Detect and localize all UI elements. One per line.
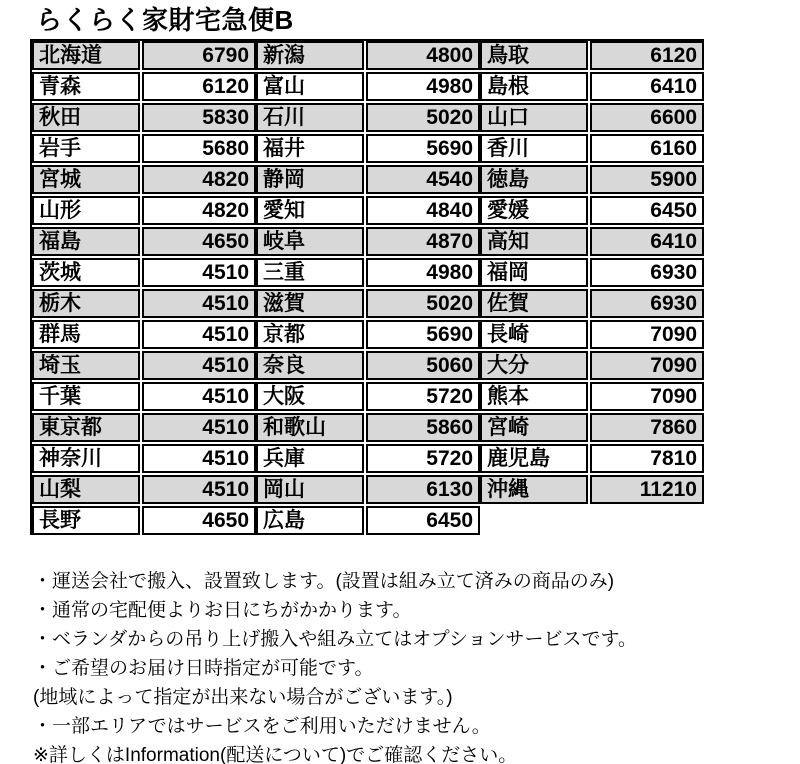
prefecture-cell: 岩手 bbox=[32, 134, 140, 163]
price-cell: 4510 bbox=[142, 320, 256, 349]
price-cell: 6160 bbox=[590, 134, 704, 163]
price-cell: 6130 bbox=[366, 475, 480, 504]
note-line: ・ご希望のお届け日時指定が可能です。 bbox=[33, 657, 374, 679]
price-cell: 4800 bbox=[366, 41, 480, 70]
price-cell: 7810 bbox=[590, 444, 704, 473]
price-cell: 4870 bbox=[366, 227, 480, 256]
price-cell: 6450 bbox=[590, 196, 704, 225]
prefecture-cell: 沖縄 bbox=[480, 475, 588, 504]
price-cell: 6450 bbox=[366, 506, 480, 535]
price-cell: 5720 bbox=[366, 382, 480, 411]
note-line: (地域によって指定が出来ない場合がございます。) bbox=[33, 686, 453, 708]
price-cell: 6930 bbox=[590, 289, 704, 318]
price-cell: 4510 bbox=[142, 475, 256, 504]
prefecture-cell: 徳島 bbox=[480, 165, 588, 194]
prefecture-cell: 福島 bbox=[32, 227, 140, 256]
prefecture-cell: 愛媛 bbox=[480, 196, 588, 225]
prefecture-cell: 和歌山 bbox=[256, 413, 364, 442]
prefecture-cell: 宮城 bbox=[32, 165, 140, 194]
prefecture-cell: 岡山 bbox=[256, 475, 364, 504]
prefecture-cell: 東京都 bbox=[32, 413, 140, 442]
prefecture-cell: 静岡 bbox=[256, 165, 364, 194]
price-cell: 4510 bbox=[142, 444, 256, 473]
note-line: ・一部エリアではサービスをご利用いただけません。 bbox=[33, 715, 491, 737]
shipping-price-table bbox=[30, 39, 704, 535]
prefecture-cell: 埼玉 bbox=[32, 351, 140, 380]
prefecture-cell: 香川 bbox=[480, 134, 588, 163]
prefecture-cell: 滋賀 bbox=[256, 289, 364, 318]
price-cell: 5860 bbox=[366, 413, 480, 442]
prefecture-cell: 広島 bbox=[256, 506, 364, 535]
prefecture-cell: 鳥取 bbox=[480, 41, 588, 70]
prefecture-cell: 大分 bbox=[480, 351, 588, 380]
price-cell: 4650 bbox=[142, 506, 256, 535]
price-cell: 4650 bbox=[142, 227, 256, 256]
price-cell: 4840 bbox=[366, 196, 480, 225]
price-table-group-1 bbox=[32, 41, 256, 535]
prefecture-cell: 福井 bbox=[256, 134, 364, 163]
note-line: ・通常の宅配便よりお日にちがかかります。 bbox=[33, 599, 412, 621]
price-cell: 4540 bbox=[366, 165, 480, 194]
price-cell: 5900 bbox=[590, 165, 704, 194]
prefecture-cell: 福岡 bbox=[480, 258, 588, 287]
price-table-group-2 bbox=[256, 41, 480, 535]
prefecture-cell: 岐阜 bbox=[256, 227, 364, 256]
price-cell: 6410 bbox=[590, 227, 704, 256]
prefecture-cell: 新潟 bbox=[256, 41, 364, 70]
prefecture-cell: 山形 bbox=[32, 196, 140, 225]
prefecture-cell: 北海道 bbox=[32, 41, 140, 70]
price-cell: 5720 bbox=[366, 444, 480, 473]
prefecture-cell: 島根 bbox=[480, 72, 588, 101]
prefecture-cell: 栃木 bbox=[32, 289, 140, 318]
page bbox=[0, 6, 800, 764]
prefecture-cell: 神奈川 bbox=[32, 444, 140, 473]
prefecture-cell: 青森 bbox=[32, 72, 140, 101]
prefecture-cell: 三重 bbox=[256, 258, 364, 287]
price-cell: 4820 bbox=[142, 165, 256, 194]
note-line: ・運送会社で搬入、設置致します。(設置は組み立て済みの商品のみ) bbox=[33, 570, 615, 592]
price-cell: 6790 bbox=[142, 41, 256, 70]
price-cell: 6120 bbox=[142, 72, 256, 101]
prefecture-cell: 長崎 bbox=[480, 320, 588, 349]
price-cell: 4980 bbox=[366, 258, 480, 287]
price-cell: 4510 bbox=[142, 351, 256, 380]
price-cell: 5020 bbox=[366, 103, 480, 132]
prefecture-cell: 愛知 bbox=[256, 196, 364, 225]
prefecture-cell: 石川 bbox=[256, 103, 364, 132]
note-line: ・ベランダからの吊り上げ搬入や組み立てはオプションサービスです。 bbox=[33, 628, 638, 650]
price-cell: 7860 bbox=[590, 413, 704, 442]
prefecture-cell: 熊本 bbox=[480, 382, 588, 411]
price-table-group-3 bbox=[480, 41, 704, 504]
price-cell: 5680 bbox=[142, 134, 256, 163]
prefecture-cell: 茨城 bbox=[32, 258, 140, 287]
price-cell: 5690 bbox=[366, 134, 480, 163]
prefecture-cell: 佐賀 bbox=[480, 289, 588, 318]
prefecture-cell: 山梨 bbox=[32, 475, 140, 504]
prefecture-cell: 奈良 bbox=[256, 351, 364, 380]
note-line: ※詳しくはInformation(配送について)でご確認ください。 bbox=[33, 744, 518, 764]
page-title: らくらく家財宅急便B bbox=[36, 5, 294, 35]
price-cell: 4510 bbox=[142, 289, 256, 318]
price-cell: 4820 bbox=[142, 196, 256, 225]
price-cell: 11210 bbox=[590, 475, 704, 504]
prefecture-cell: 長野 bbox=[32, 506, 140, 535]
price-cell: 7090 bbox=[590, 320, 704, 349]
prefecture-cell: 富山 bbox=[256, 72, 364, 101]
price-cell: 4980 bbox=[366, 72, 480, 101]
price-cell: 6120 bbox=[590, 41, 704, 70]
prefecture-cell: 群馬 bbox=[32, 320, 140, 349]
price-cell: 5690 bbox=[366, 320, 480, 349]
price-cell: 4510 bbox=[142, 382, 256, 411]
price-cell: 5830 bbox=[142, 103, 256, 132]
notes-list bbox=[33, 567, 800, 764]
prefecture-cell: 宮崎 bbox=[480, 413, 588, 442]
price-cell: 7090 bbox=[590, 382, 704, 411]
price-cell: 4510 bbox=[142, 413, 256, 442]
prefecture-cell: 鹿児島 bbox=[480, 444, 588, 473]
prefecture-cell: 兵庫 bbox=[256, 444, 364, 473]
price-cell: 7090 bbox=[590, 351, 704, 380]
prefecture-cell: 高知 bbox=[480, 227, 588, 256]
prefecture-cell: 京都 bbox=[256, 320, 364, 349]
price-cell: 5020 bbox=[366, 289, 480, 318]
price-cell: 6410 bbox=[590, 72, 704, 101]
prefecture-cell: 秋田 bbox=[32, 103, 140, 132]
price-cell: 4510 bbox=[142, 258, 256, 287]
prefecture-cell: 大阪 bbox=[256, 382, 364, 411]
price-cell: 5060 bbox=[366, 351, 480, 380]
prefecture-cell: 千葉 bbox=[32, 382, 140, 411]
price-cell: 6600 bbox=[590, 103, 704, 132]
prefecture-cell: 山口 bbox=[480, 103, 588, 132]
price-cell: 6930 bbox=[590, 258, 704, 287]
